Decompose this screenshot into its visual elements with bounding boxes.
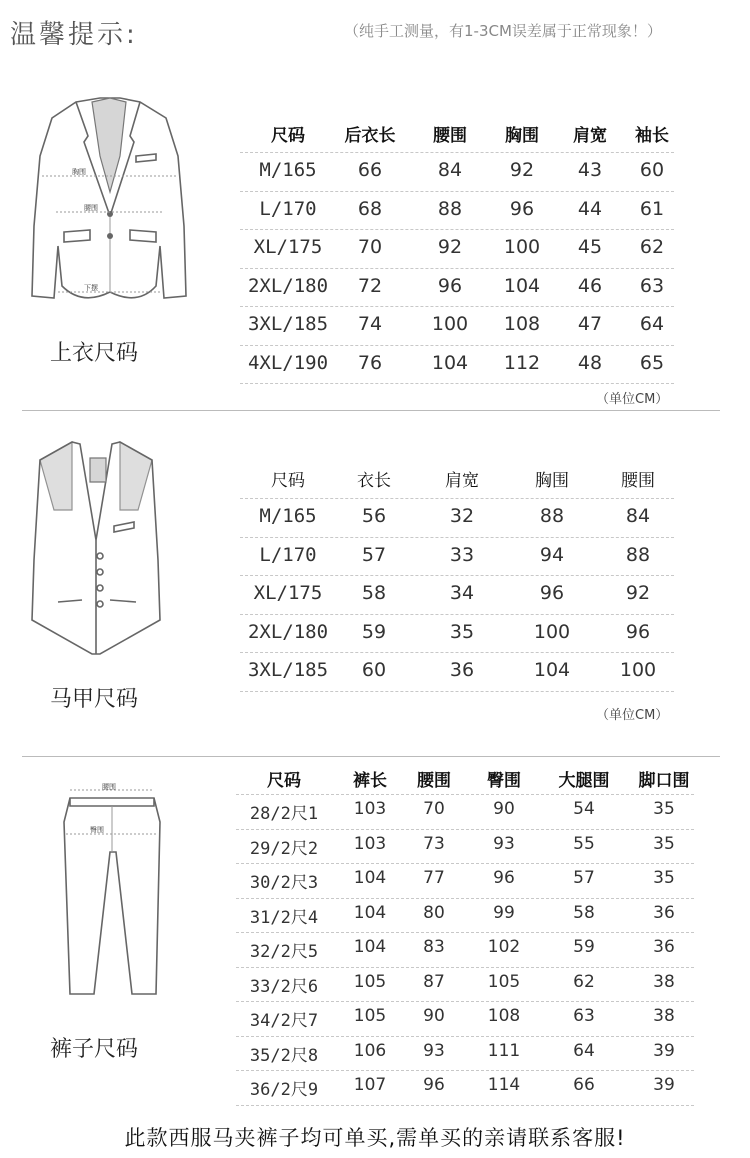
measurement-cell: 72 [357, 274, 383, 297]
measurement-cell: 60 [639, 159, 665, 182]
measurement-cell: 77 [423, 868, 445, 889]
vest-unit: （单位CM） [596, 708, 669, 723]
size-cell: M/165 [259, 159, 317, 182]
measurement-cell: 46 [577, 274, 603, 297]
measurement-cell: 92 [509, 159, 535, 182]
table-row [240, 152, 674, 192]
measurement-cell: 58 [361, 582, 387, 605]
size-cell: 34/2尺7 [249, 1011, 319, 1032]
jacket-size-label: 上衣尺码 [50, 341, 139, 366]
measurement-cell: 96 [509, 197, 535, 220]
measurement-cell: 35 [653, 833, 675, 854]
measurement-cell: 96 [493, 868, 515, 889]
vest-diagram [30, 440, 162, 660]
measurement-cell: 61 [639, 197, 665, 220]
measurement-cell: 64 [639, 313, 665, 336]
size-cell: M/165 [259, 505, 317, 528]
measurement-cell: 74 [357, 313, 383, 336]
vest-table-header [240, 456, 674, 499]
size-cell: XL/175 [253, 236, 323, 259]
measurement-cell: 64 [573, 1040, 595, 1061]
table-row [240, 191, 674, 231]
column-header: 衣长 [357, 471, 391, 491]
measurement-cell: 45 [577, 236, 603, 259]
measurement-cell: 100 [431, 313, 469, 336]
measurement-cell: 36 [653, 937, 675, 958]
measurement-cell: 92 [437, 236, 463, 259]
size-cell: 4XL/190 [247, 351, 329, 374]
measurement-cell: 66 [573, 1075, 595, 1096]
size-cell: 32/2尺5 [249, 942, 319, 963]
table-row [236, 898, 694, 934]
size-cell: 29/2尺2 [249, 838, 319, 859]
measurement-cell: 103 [353, 833, 387, 854]
measurement-cell: 106 [353, 1040, 387, 1061]
measurement-cell: 104 [353, 937, 387, 958]
size-cell: 28/2尺1 [249, 804, 319, 825]
measurement-cell: 47 [577, 313, 603, 336]
measurement-cell: 38 [653, 971, 675, 992]
measurement-cell: 108 [503, 313, 541, 336]
measurement-cell: 103 [353, 799, 387, 820]
column-header: 臀围 [487, 771, 521, 791]
section-divider [22, 410, 720, 411]
column-header: 胸围 [535, 471, 569, 491]
size-cell: XL/175 [253, 582, 323, 605]
measurement-cell: 66 [357, 159, 383, 182]
measurement-cell: 83 [423, 937, 445, 958]
table-row [240, 306, 674, 346]
measurement-cell: 104 [353, 868, 387, 889]
column-header: 肩宽 [445, 471, 479, 491]
measurement-cell: 92 [625, 582, 651, 605]
measurement-cell: 57 [573, 868, 595, 889]
trousers-waist-label: 腰围 [102, 783, 116, 791]
measurement-cell: 107 [353, 1075, 387, 1096]
measurement-cell: 73 [423, 833, 445, 854]
measurement-cell: 100 [619, 659, 657, 682]
measurement-cell: 39 [653, 1040, 675, 1061]
measurement-cell: 96 [625, 620, 651, 643]
measurement-cell: 96 [423, 1075, 445, 1096]
column-header: 后衣长 [344, 126, 396, 146]
measurement-cell: 56 [361, 505, 387, 528]
measurement-cell: 105 [487, 971, 521, 992]
measurement-cell: 105 [353, 1006, 387, 1027]
size-cell: L/170 [259, 197, 317, 220]
measurement-cell: 104 [431, 351, 469, 374]
measurement-cell: 62 [639, 236, 665, 259]
measurement-cell: 63 [639, 274, 665, 297]
measurement-cell: 100 [503, 236, 541, 259]
size-cell: 36/2尺9 [249, 1080, 319, 1101]
measurement-cell: 54 [573, 799, 595, 820]
table-row [240, 652, 674, 692]
measurement-cell: 55 [573, 833, 595, 854]
measurement-cell: 68 [357, 197, 383, 220]
jacket-size-table [240, 112, 674, 382]
measurement-cell: 87 [423, 971, 445, 992]
measurement-cell: 35 [449, 620, 475, 643]
measurement-cell: 44 [577, 197, 603, 220]
measurement-cell: 90 [423, 1006, 445, 1027]
column-header: 脚口围 [638, 771, 690, 791]
table-row [236, 932, 694, 968]
jacket-table-header [240, 112, 674, 153]
trousers-size-label: 裤子尺码 [50, 1037, 139, 1062]
measurement-cell: 76 [357, 351, 383, 374]
footer-note: 此款西服马夹裤子均可单买,需单买的亲请联系客服! [124, 1126, 626, 1150]
measurement-cell: 100 [533, 620, 571, 643]
measurement-cell: 58 [573, 902, 595, 923]
trousers-table-header [236, 760, 694, 795]
section-divider [22, 756, 720, 757]
measurement-cell: 70 [357, 236, 383, 259]
measurement-cell: 33 [449, 543, 475, 566]
column-header: 尺码 [271, 126, 305, 146]
measurement-cell: 59 [573, 937, 595, 958]
measurement-cell: 36 [653, 902, 675, 923]
measurement-cell: 111 [487, 1040, 521, 1061]
measurement-cell: 94 [539, 543, 565, 566]
measurement-cell: 102 [487, 937, 521, 958]
measurement-cell: 34 [449, 582, 475, 605]
table-row [240, 345, 674, 385]
size-cell: 3XL/185 [247, 659, 329, 682]
trousers-size-table [236, 760, 694, 1104]
size-cell: 2XL/180 [247, 274, 329, 297]
measurement-cell: 105 [353, 971, 387, 992]
measurement-cell: 60 [361, 659, 387, 682]
measurement-cell: 36 [449, 659, 475, 682]
table-row [236, 1036, 694, 1072]
jacket-chest-label: 胸围 [72, 168, 86, 176]
table-row [236, 863, 694, 899]
measurement-cell: 35 [653, 799, 675, 820]
measurement-cell: 80 [423, 902, 445, 923]
table-row [236, 967, 694, 1003]
measurement-cell: 62 [573, 971, 595, 992]
measurement-cell: 70 [423, 799, 445, 820]
size-cell: 35/2尺8 [249, 1045, 319, 1066]
measurement-cell: 96 [437, 274, 463, 297]
measurement-cell: 93 [423, 1040, 445, 1061]
measurement-cell: 84 [437, 159, 463, 182]
table-row [240, 575, 674, 615]
trousers-hip-label: 臀围 [90, 826, 104, 834]
vest-size-table [240, 456, 674, 692]
measurement-cell: 99 [493, 902, 515, 923]
measurement-cell: 104 [533, 659, 571, 682]
column-header: 腰围 [417, 771, 451, 791]
measurement-cell: 32 [449, 505, 475, 528]
trousers-diagram [48, 782, 178, 998]
measurement-cell: 108 [487, 1006, 521, 1027]
page-title: 温馨提示: [10, 20, 138, 50]
measurement-cell: 90 [493, 799, 515, 820]
measurement-cell: 43 [577, 159, 603, 182]
column-header: 袖长 [635, 126, 669, 146]
column-header: 尺码 [267, 771, 301, 791]
table-row [240, 614, 674, 654]
measurement-cell: 88 [625, 543, 651, 566]
table-row [240, 268, 674, 308]
size-cell: 30/2尺3 [249, 873, 319, 894]
column-header: 大腿围 [558, 771, 610, 791]
measurement-cell: 84 [625, 505, 651, 528]
column-header: 胸围 [505, 126, 539, 146]
measurement-cell: 93 [493, 833, 515, 854]
column-header: 肩宽 [573, 126, 607, 146]
measurement-cell: 96 [539, 582, 565, 605]
measurement-cell: 39 [653, 1075, 675, 1096]
size-cell: 31/2尺4 [249, 907, 319, 928]
table-row [240, 537, 674, 577]
measurement-cell: 114 [487, 1075, 521, 1096]
jacket-waist-label: 腰围 [84, 204, 98, 212]
measurement-cell: 48 [577, 351, 603, 374]
table-row [240, 498, 674, 538]
measurement-cell: 112 [503, 351, 541, 374]
measurement-cell: 59 [361, 620, 387, 643]
jacket-diagram [28, 96, 188, 312]
measurement-cell: 35 [653, 868, 675, 889]
table-row [236, 1001, 694, 1037]
table-row [236, 794, 694, 830]
measurement-cell: 88 [437, 197, 463, 220]
size-cell: 33/2尺6 [249, 976, 319, 997]
measurement-cell: 57 [361, 543, 387, 566]
measurement-cell: 38 [653, 1006, 675, 1027]
size-cell: L/170 [259, 543, 317, 566]
measurement-note: （纯手工测量，有1-3CM误差属于正常现象！） [344, 22, 662, 40]
measurement-cell: 88 [539, 505, 565, 528]
jacket-unit: （单位CM） [596, 392, 669, 407]
measurement-cell: 104 [353, 902, 387, 923]
measurement-cell: 65 [639, 351, 665, 374]
measurement-cell: 104 [503, 274, 541, 297]
vest-size-label: 马甲尺码 [50, 687, 139, 712]
size-cell: 2XL/180 [247, 620, 329, 643]
jacket-hem-label: 下摆 [84, 284, 98, 292]
size-cell: 3XL/185 [247, 313, 329, 336]
table-row [236, 1070, 694, 1106]
table-row [240, 229, 674, 269]
column-header: 腰围 [621, 471, 655, 491]
column-header: 腰围 [433, 126, 467, 146]
table-row [236, 829, 694, 865]
column-header: 尺码 [271, 471, 305, 491]
column-header: 裤长 [353, 771, 387, 791]
measurement-cell: 63 [573, 1006, 595, 1027]
